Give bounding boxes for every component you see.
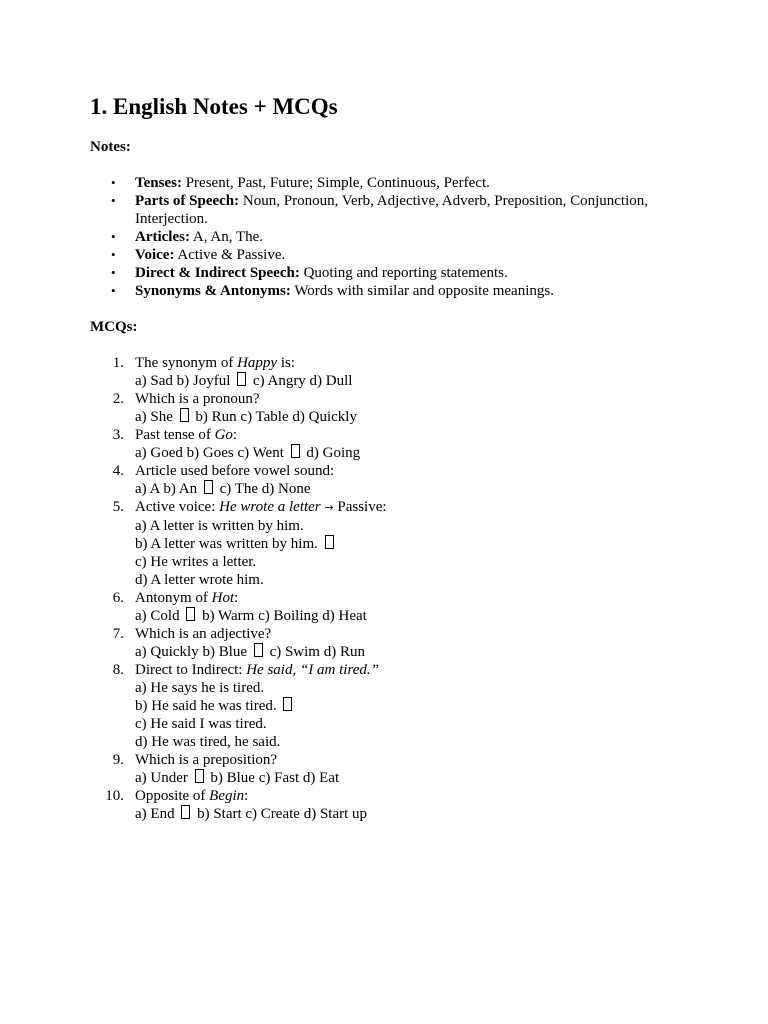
- question-suffix: :: [234, 590, 239, 606]
- mcq-item: [90, 661, 690, 751]
- mcq-options: [135, 480, 690, 498]
- bullet-icon: •: [111, 247, 116, 262]
- note-text: Noun, Pronoun, Verb, Adjective, Adverb, Preposition, Conjunction, Interjection.: [135, 193, 649, 227]
- mcq-question: [135, 498, 690, 517]
- mcq-number: 6.: [112, 590, 124, 606]
- mcq-options: [135, 805, 690, 823]
- mcq-question: [135, 661, 690, 679]
- option-text: b) Run c) Table d) Quickly: [191, 409, 357, 425]
- option-text: c) The d) None: [215, 481, 311, 497]
- note-term: Tenses:: [135, 175, 182, 191]
- question-emphasis: Begin: [209, 788, 245, 804]
- checkbox-icon: [186, 607, 195, 621]
- checkbox-icon: [204, 480, 213, 494]
- question-text: Article used before vowel sound:: [135, 463, 335, 479]
- mcq-question: [135, 426, 690, 444]
- checkbox-icon: [291, 444, 300, 458]
- option-text: a) Cold: [135, 608, 184, 624]
- option-text: d) Going: [302, 445, 361, 461]
- mcq-options: [135, 571, 690, 589]
- notes-heading: Notes:: [90, 139, 131, 155]
- mcq-options: [135, 715, 690, 733]
- option-text: a) He says he is tired.: [135, 680, 265, 696]
- checkbox-icon: [254, 643, 263, 657]
- mcq-question: [135, 787, 690, 805]
- option-text: a) A b) An: [135, 481, 201, 497]
- checkbox-icon: [180, 408, 189, 422]
- mcq-options: [135, 697, 690, 715]
- note-item: [90, 192, 690, 228]
- bullet-icon: •: [111, 283, 116, 298]
- notes-list: [90, 174, 690, 300]
- mcq-question: [135, 751, 690, 769]
- mcq-options: [135, 607, 690, 625]
- checkbox-icon: [283, 697, 292, 711]
- mcq-item: [90, 787, 690, 823]
- mcq-item: [90, 751, 690, 787]
- question-text: Opposite of: [135, 788, 210, 804]
- question-text: Which is an adjective?: [135, 626, 272, 642]
- option-text: c) Swim d) Run: [265, 644, 365, 660]
- question-suffix: is:: [277, 355, 296, 371]
- note-text: Quoting and reporting statements.: [299, 265, 508, 281]
- question-text: Past tense of: [135, 427, 215, 443]
- mcq-question: [135, 462, 690, 480]
- mcq-list: [90, 354, 690, 823]
- mcq-number: 1.: [112, 355, 124, 371]
- checkbox-icon: [237, 372, 246, 386]
- mcq-options: [135, 553, 690, 571]
- mcqs-heading: MCQs:: [90, 319, 138, 335]
- question-suffix: Passive:: [333, 499, 387, 515]
- note-text: A, An, The.: [189, 229, 264, 245]
- option-text: c) Angry d) Dull: [249, 373, 353, 389]
- bullet-icon: •: [111, 265, 116, 280]
- mcq-item: [90, 354, 690, 390]
- option-text: a) Sad b) Joyful: [135, 373, 235, 389]
- option-text: b) Start c) Create d) Start up: [193, 806, 368, 822]
- mcq-item: [90, 462, 690, 498]
- note-term: Articles:: [135, 229, 190, 245]
- mcq-options: [135, 444, 690, 462]
- question-text: Active voice:: [135, 499, 220, 515]
- checkbox-icon: [325, 535, 334, 549]
- option-text: a) Under: [135, 770, 192, 786]
- question-text: The synonym of: [135, 355, 238, 371]
- mcq-options: [135, 769, 690, 787]
- mcq-number: 3.: [112, 427, 124, 443]
- note-item: [90, 228, 690, 246]
- note-term: Synonyms & Antonyms:: [135, 283, 291, 299]
- mcq-item: [90, 390, 690, 426]
- bullet-icon: •: [111, 229, 116, 244]
- option-text: c) He writes a letter.: [135, 554, 257, 570]
- option-text: b) Warm c) Boiling d) Heat: [198, 608, 367, 624]
- note-term: Parts of Speech:: [135, 193, 240, 209]
- question-text: Antonym of: [135, 590, 212, 606]
- document-page: [90, 92, 690, 823]
- mcq-number: 2.: [112, 391, 124, 407]
- question-text: Direct to Indirect:: [135, 662, 247, 678]
- question-suffix: :: [232, 427, 238, 443]
- mcq-number: 4.: [112, 463, 124, 479]
- mcq-number: 8.: [112, 662, 124, 678]
- checkbox-icon: [195, 769, 204, 783]
- mcq-item: [90, 426, 690, 462]
- note-term: Direct & Indirect Speech:: [135, 265, 300, 281]
- note-text: Active & Passive.: [174, 247, 286, 263]
- mcq-question: [135, 390, 690, 408]
- mcq-number: 9.: [112, 752, 124, 768]
- question-emphasis: He wrote a letter: [219, 499, 321, 515]
- note-item: [90, 264, 690, 282]
- mcq-options: [135, 408, 690, 426]
- question-emphasis: He said, “I am tired.”: [246, 662, 379, 678]
- note-term: Voice:: [135, 247, 175, 263]
- question-text: Which is a preposition?: [135, 752, 278, 768]
- question-text: Which is a pronoun?: [135, 391, 260, 407]
- note-item: [90, 282, 690, 300]
- option-text: a) A letter is written by him.: [135, 518, 304, 534]
- mcq-number: 10.: [105, 788, 124, 804]
- mcq-options: [135, 517, 690, 535]
- bullet-icon: •: [111, 193, 116, 208]
- note-item: [90, 174, 690, 192]
- mcq-options: [135, 372, 690, 390]
- note-text: Present, Past, Future; Simple, Continuous, Perfect.: [181, 175, 490, 191]
- question-suffix: :: [244, 788, 249, 804]
- option-text: c) He said I was tired.: [135, 716, 267, 732]
- note-text: Words with similar and opposite meanings.: [290, 283, 554, 299]
- option-text: b) A letter was written by him.: [135, 536, 322, 552]
- mcq-question: [135, 354, 690, 372]
- mcq-item: [90, 625, 690, 661]
- question-emphasis: Hot: [211, 590, 235, 606]
- mcq-question: [135, 589, 690, 607]
- mcq-item: [90, 498, 690, 589]
- mcq-options: [135, 535, 690, 553]
- option-text: a) Quickly b) Blue: [135, 644, 251, 660]
- option-text: b) He said he was tired.: [135, 698, 281, 714]
- option-text: d) He was tired, he said.: [135, 734, 281, 750]
- option-text: a) Goed b) Goes c) Went: [135, 445, 288, 461]
- mcq-options: [135, 733, 690, 751]
- mcq-question: [135, 625, 690, 643]
- option-text: a) She: [135, 409, 177, 425]
- bullet-icon: •: [111, 175, 116, 190]
- option-text: d) A letter wrote him.: [135, 572, 264, 588]
- mcq-options: [135, 679, 690, 697]
- question-emphasis: Go: [214, 427, 233, 443]
- checkbox-icon: [181, 805, 190, 819]
- mcq-item: [90, 589, 690, 625]
- note-item: [90, 246, 690, 264]
- option-text: a) End: [135, 806, 179, 822]
- mcq-number: 7.: [112, 626, 124, 642]
- option-text: b) Blue c) Fast d) Eat: [206, 770, 340, 786]
- question-emphasis: Happy: [237, 355, 278, 371]
- arrow-icon: →: [324, 501, 334, 514]
- mcq-options: [135, 643, 690, 661]
- mcq-number: 5.: [112, 499, 124, 515]
- page-title: 1. English Notes + MCQs: [90, 94, 338, 119]
